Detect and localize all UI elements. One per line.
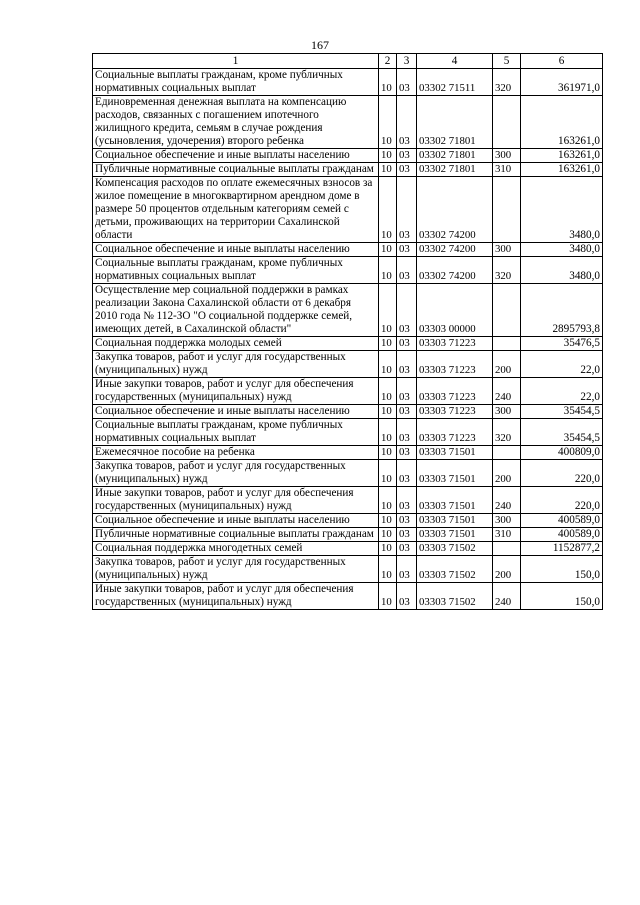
subsection-code: 03 <box>397 556 417 583</box>
table-row <box>93 378 603 405</box>
target-article-code: 03302 74200 <box>417 177 493 243</box>
section-code: 10 <box>379 284 397 337</box>
section-code: 10 <box>379 460 397 487</box>
target-article-code: 03302 71801 <box>417 96 493 149</box>
amount: 163261,0 <box>521 96 603 149</box>
amount: 35454,5 <box>521 405 603 419</box>
column-header: 4 <box>417 54 493 69</box>
target-article-code: 03303 71502 <box>417 542 493 556</box>
expense-type-code <box>493 177 521 243</box>
amount: 2895793,8 <box>521 284 603 337</box>
expense-type-code <box>493 542 521 556</box>
table-row <box>93 257 603 284</box>
subsection-code: 03 <box>397 243 417 257</box>
item-name: Социальное обеспечение и иные выплаты населению <box>93 514 379 528</box>
expense-type-code <box>493 96 521 149</box>
subsection-code: 03 <box>397 514 417 528</box>
expense-type-code: 300 <box>493 514 521 528</box>
table-row <box>93 542 603 556</box>
amount: 400589,0 <box>521 514 603 528</box>
section-code: 10 <box>379 69 397 96</box>
table-row <box>93 460 603 487</box>
item-name: Социальные выплаты гражданам, кроме публичных нормативных социальных выплат <box>93 69 379 96</box>
expense-type-code: 200 <box>493 460 521 487</box>
amount: 150,0 <box>521 556 603 583</box>
item-name: Публичные нормативные социальные выплаты гражданам <box>93 528 379 542</box>
section-code: 10 <box>379 243 397 257</box>
amount: 220,0 <box>521 487 603 514</box>
table-row <box>93 514 603 528</box>
target-article-code: 03302 74200 <box>417 257 493 284</box>
expense-type-code: 300 <box>493 149 521 163</box>
expense-type-code: 320 <box>493 257 521 284</box>
amount: 3480,0 <box>521 177 603 243</box>
expense-type-code: 300 <box>493 243 521 257</box>
item-name: Социальные выплаты гражданам, кроме публичных нормативных социальных выплат <box>93 257 379 284</box>
subsection-code: 03 <box>397 69 417 96</box>
target-article-code: 03302 74200 <box>417 243 493 257</box>
subsection-code: 03 <box>397 149 417 163</box>
subsection-code: 03 <box>397 419 417 446</box>
section-code: 10 <box>379 446 397 460</box>
subsection-code: 03 <box>397 446 417 460</box>
target-article-code: 03302 71801 <box>417 163 493 177</box>
subsection-code: 03 <box>397 351 417 378</box>
table-row <box>93 556 603 583</box>
item-name: Социальное обеспечение и иные выплаты населению <box>93 149 379 163</box>
expense-type-code: 240 <box>493 583 521 610</box>
section-code: 10 <box>379 542 397 556</box>
amount: 35476,5 <box>521 337 603 351</box>
section-code: 10 <box>379 163 397 177</box>
amount: 22,0 <box>521 378 603 405</box>
section-code: 10 <box>379 405 397 419</box>
subsection-code: 03 <box>397 177 417 243</box>
amount: 163261,0 <box>521 149 603 163</box>
section-code: 10 <box>379 556 397 583</box>
amount: 163261,0 <box>521 163 603 177</box>
amount: 35454,5 <box>521 419 603 446</box>
item-name: Иные закупки товаров, работ и услуг для обеспечения государственных (муниципальных) нужд <box>93 378 379 405</box>
expense-type-code <box>493 446 521 460</box>
item-name: Компенсация расходов по оплате ежемесячных взносов за жилое помещение в многоквартирном арендном доме в размере 50 процентов отдельным категориям семей с детьми, проживающих на территории Сахалинской области <box>93 177 379 243</box>
subsection-code: 03 <box>397 583 417 610</box>
item-name: Ежемесячное пособие на ребенка <box>93 446 379 460</box>
target-article-code: 03303 71501 <box>417 446 493 460</box>
amount: 361971,0 <box>521 69 603 96</box>
table-row <box>93 528 603 542</box>
budget-table <box>92 53 603 610</box>
target-article-code: 03302 71801 <box>417 149 493 163</box>
item-name: Социальные выплаты гражданам, кроме публичных нормативных социальных выплат <box>93 419 379 446</box>
target-article-code: 03303 00000 <box>417 284 493 337</box>
subsection-code: 03 <box>397 460 417 487</box>
subsection-code: 03 <box>397 528 417 542</box>
amount: 3480,0 <box>521 257 603 284</box>
item-name: Социальное обеспечение и иные выплаты населению <box>93 405 379 419</box>
target-article-code: 03303 71501 <box>417 460 493 487</box>
section-code: 10 <box>379 419 397 446</box>
target-article-code: 03303 71223 <box>417 351 493 378</box>
subsection-code: 03 <box>397 487 417 514</box>
table-row <box>93 96 603 149</box>
table-row <box>93 583 603 610</box>
expense-type-code: 310 <box>493 163 521 177</box>
item-name: Иные закупки товаров, работ и услуг для обеспечения государственных (муниципальных) нужд <box>93 487 379 514</box>
item-name: Социальная поддержка молодых семей <box>93 337 379 351</box>
amount: 3480,0 <box>521 243 603 257</box>
target-article-code: 03303 71501 <box>417 528 493 542</box>
section-code: 10 <box>379 487 397 514</box>
table-row <box>93 419 603 446</box>
target-article-code: 03302 71511 <box>417 69 493 96</box>
section-code: 10 <box>379 96 397 149</box>
amount: 1152877,2 <box>521 542 603 556</box>
expense-type-code: 300 <box>493 405 521 419</box>
section-code: 10 <box>379 177 397 243</box>
target-article-code: 03303 71502 <box>417 556 493 583</box>
section-code: 10 <box>379 514 397 528</box>
section-code: 10 <box>379 257 397 284</box>
section-code: 10 <box>379 149 397 163</box>
item-name: Закупка товаров, работ и услуг для государственных (муниципальных) нужд <box>93 351 379 378</box>
item-name: Единовременная денежная выплата на компенсацию расходов, связанных с погашением ипотечного жилищного кредита, семьям в случае рождения (усыновления, удочерения) второго ребенка <box>93 96 379 149</box>
subsection-code: 03 <box>397 96 417 149</box>
item-name: Осуществление мер социальной поддержки в рамках реализации Закона Сахалинской области от 6 декабря 2010 года № 112-ЗО "О социальной поддержке семей, имеющих детей, в Сахалинской области" <box>93 284 379 337</box>
subsection-code: 03 <box>397 378 417 405</box>
table-row <box>93 405 603 419</box>
table-row <box>93 243 603 257</box>
expense-type-code: 240 <box>493 487 521 514</box>
table-row <box>93 177 603 243</box>
expense-type-code: 310 <box>493 528 521 542</box>
section-code: 10 <box>379 378 397 405</box>
expense-type-code: 320 <box>493 69 521 96</box>
expense-type-code <box>493 337 521 351</box>
amount: 400589,0 <box>521 528 603 542</box>
expense-type-code <box>493 284 521 337</box>
column-header: 5 <box>493 54 521 69</box>
table-row <box>93 446 603 460</box>
table-row <box>93 163 603 177</box>
column-header: 6 <box>521 54 603 69</box>
amount: 150,0 <box>521 583 603 610</box>
subsection-code: 03 <box>397 405 417 419</box>
target-article-code: 03303 71223 <box>417 337 493 351</box>
item-name: Социальная поддержка многодетных семей <box>93 542 379 556</box>
target-article-code: 03303 71223 <box>417 419 493 446</box>
item-name: Публичные нормативные социальные выплаты гражданам <box>93 163 379 177</box>
target-article-code: 03303 71223 <box>417 378 493 405</box>
section-code: 10 <box>379 528 397 542</box>
target-article-code: 03303 71501 <box>417 487 493 514</box>
amount: 22,0 <box>521 351 603 378</box>
column-header: 1 <box>93 54 379 69</box>
page-number: 167 <box>311 38 329 52</box>
subsection-code: 03 <box>397 163 417 177</box>
table-row <box>93 149 603 163</box>
table-row <box>93 351 603 378</box>
item-name: Социальное обеспечение и иные выплаты населению <box>93 243 379 257</box>
column-header: 3 <box>397 54 417 69</box>
item-name: Закупка товаров, работ и услуг для государственных (муниципальных) нужд <box>93 556 379 583</box>
expense-type-code: 200 <box>493 351 521 378</box>
expense-type-code: 240 <box>493 378 521 405</box>
column-header: 2 <box>379 54 397 69</box>
table-row <box>93 487 603 514</box>
subsection-code: 03 <box>397 284 417 337</box>
table-row <box>93 337 603 351</box>
target-article-code: 03303 71223 <box>417 405 493 419</box>
section-code: 10 <box>379 351 397 378</box>
subsection-code: 03 <box>397 337 417 351</box>
amount: 400809,0 <box>521 446 603 460</box>
target-article-code: 03303 71502 <box>417 583 493 610</box>
table-header-row <box>93 54 603 69</box>
table-row <box>93 69 603 96</box>
amount: 220,0 <box>521 460 603 487</box>
target-article-code: 03303 71501 <box>417 514 493 528</box>
section-code: 10 <box>379 583 397 610</box>
expense-type-code: 200 <box>493 556 521 583</box>
expense-type-code: 320 <box>493 419 521 446</box>
subsection-code: 03 <box>397 257 417 284</box>
item-name: Иные закупки товаров, работ и услуг для обеспечения государственных (муниципальных) нужд <box>93 583 379 610</box>
item-name: Закупка товаров, работ и услуг для государственных (муниципальных) нужд <box>93 460 379 487</box>
subsection-code: 03 <box>397 542 417 556</box>
section-code: 10 <box>379 337 397 351</box>
table-row <box>93 284 603 337</box>
